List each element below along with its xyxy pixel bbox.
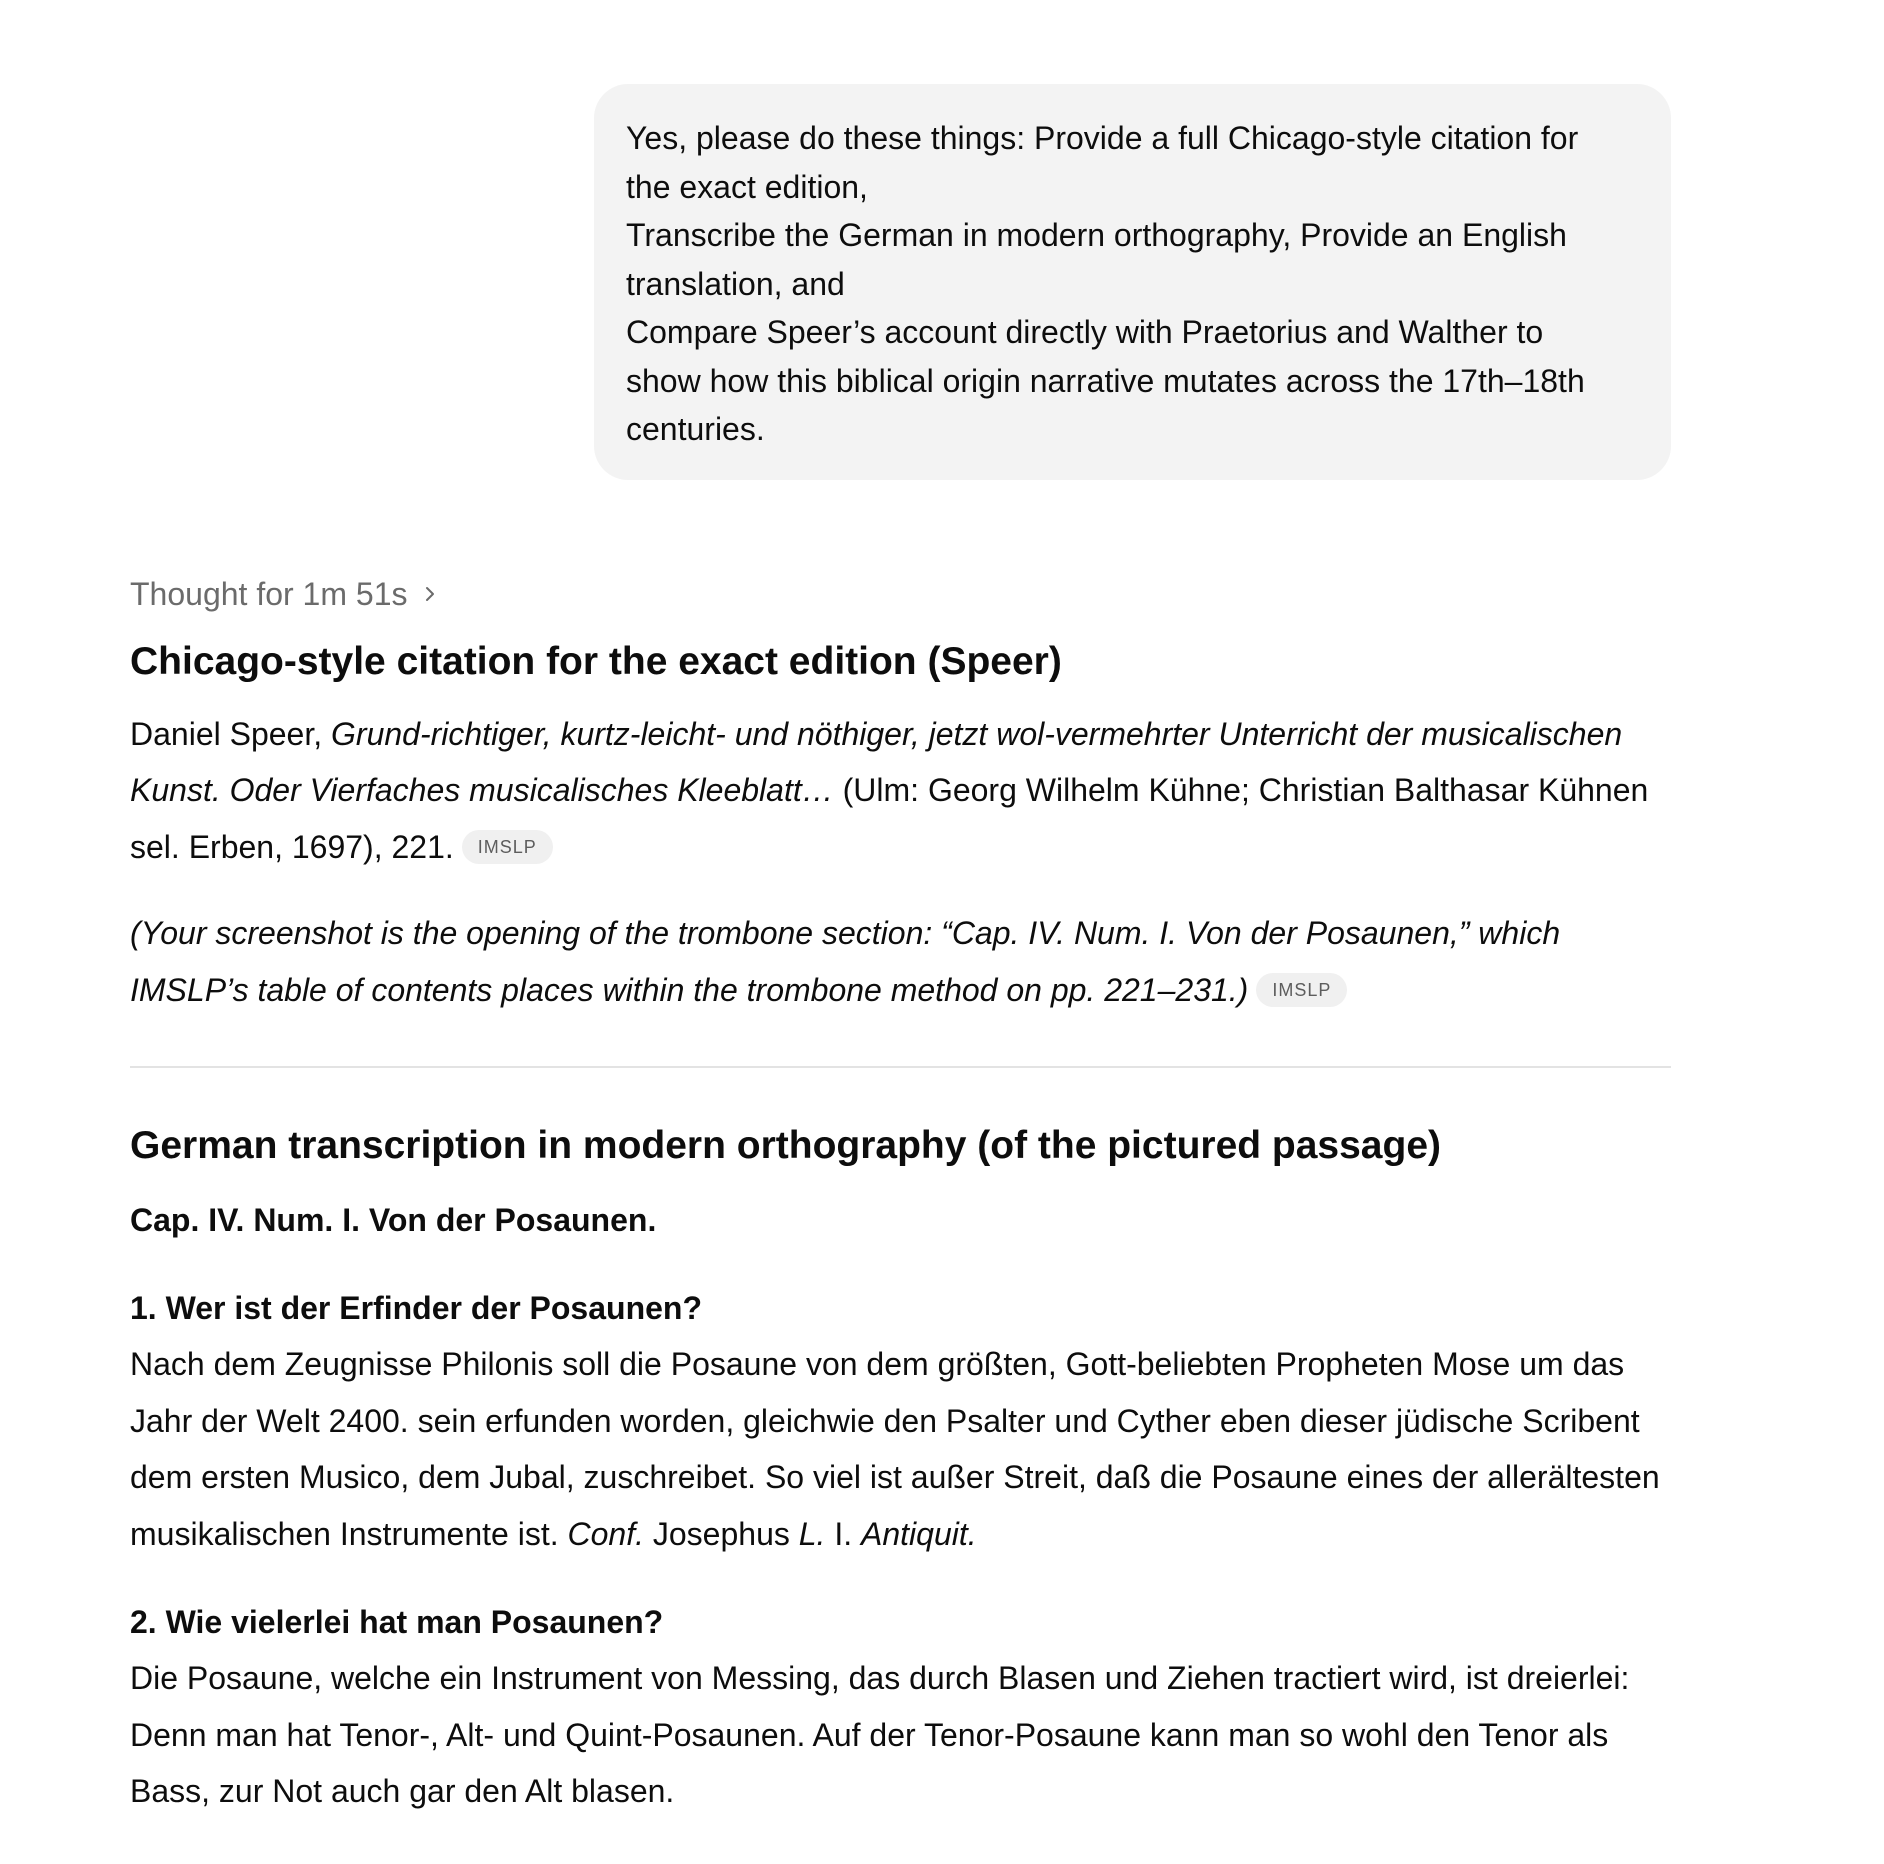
user-message-bubble bbox=[594, 84, 1671, 480]
ref-josephus: Josephus bbox=[643, 1515, 799, 1552]
chevron-right-icon bbox=[421, 585, 439, 603]
citation-title: Grund-richtiger, kurtz-leicht- und nöthiger, jetzt wol-vermehrter Unterricht der musicalischen Kunst. Oder Vierfaches musicalisches Kleeblatt… bbox=[130, 715, 1623, 808]
user-message-row bbox=[130, 84, 1671, 480]
chapter-title: Cap. IV. Num. I. Von der Posaunen. bbox=[130, 1202, 657, 1238]
thought-label: Thought for 1m 51s bbox=[130, 575, 408, 612]
user-message-line: Transcribe the German in modern orthography, Provide an English bbox=[626, 217, 1567, 253]
citation-author: Daniel Speer, bbox=[130, 715, 332, 752]
source-pill-imslp[interactable]: IMSLP bbox=[1256, 973, 1347, 1007]
answer-1-text: Nach dem Zeugnisse Philonis soll die Posaune von dem größten, Gott-beliebten Propheten Mose um das Jahr der Welt 2400. sein erfunden worden, gleichwie den Psalter und Cyther eben dieser jüdische Scribent dem ersten Musico, dem Jubal, zuschreibet. So viel ist außer Streit, daß die Posaune eines der allerältesten musikalischen Instrumente ist. bbox=[130, 1346, 1660, 1552]
ref-conf: Conf. bbox=[567, 1515, 644, 1552]
user-message-line: Compare Speer’s account directly with Praetorius and Walther to bbox=[626, 314, 1544, 350]
section-divider bbox=[130, 1066, 1671, 1068]
user-message-line: translation, and bbox=[626, 265, 845, 302]
user-message-line: centuries. bbox=[626, 411, 765, 447]
citation-note bbox=[130, 905, 1671, 1018]
ref-antiquit: Antiquit. bbox=[861, 1515, 977, 1552]
user-message-line: Yes, please do these things: Provide a full Chicago-style citation for bbox=[626, 120, 1579, 156]
citation-heading: Chicago-style citation for the exact edition (Speer) bbox=[130, 639, 1062, 683]
answer-2: Die Posaune, welche ein Instrument von Messing, das durch Blasen und Ziehen tractiert wird, ist dreierlei: Denn man hat Tenor-, Alt- und Quint-Posaunen. Auf der Tenor-Posaune kann man so wohl den Tenor als Bass, zur Not auch gar den Alt blasen. bbox=[130, 1660, 1630, 1809]
ref-i: I. bbox=[825, 1515, 861, 1552]
user-message-line: the exact edition, bbox=[626, 168, 868, 205]
thought-toggle[interactable] bbox=[130, 574, 439, 614]
transcription-heading: German transcription in modern orthography (of the pictured passage) bbox=[130, 1124, 1441, 1167]
source-pill-imslp[interactable]: IMSLP bbox=[462, 830, 553, 864]
chat-thread bbox=[130, 84, 1671, 1820]
citation-text bbox=[130, 706, 1671, 876]
citation-note-text: (Your screenshot is the opening of the trombone section: “Cap. IV. Num. I. Von der Posaunen,” which IMSLP’s table of contents places within the trombone method on pp. 221–231.) bbox=[130, 915, 1561, 1008]
assistant-message bbox=[130, 574, 1671, 1820]
user-message-line: show how this biblical origin narrative mutates across the 17th–18th bbox=[626, 362, 1585, 399]
citation-publication: (Ulm: Georg Wilhelm Kühne; Christian Balthasar Kühnen sel. Erben, 1697), 221. bbox=[130, 772, 1649, 865]
ref-l: L. bbox=[798, 1515, 826, 1552]
question-1: 1. Wer ist der Erfinder der Posaunen? bbox=[130, 1290, 702, 1326]
question-2: 2. Wie vielerlei hat man Posaunen? bbox=[130, 1604, 664, 1640]
answer-1 bbox=[130, 1336, 1671, 1562]
